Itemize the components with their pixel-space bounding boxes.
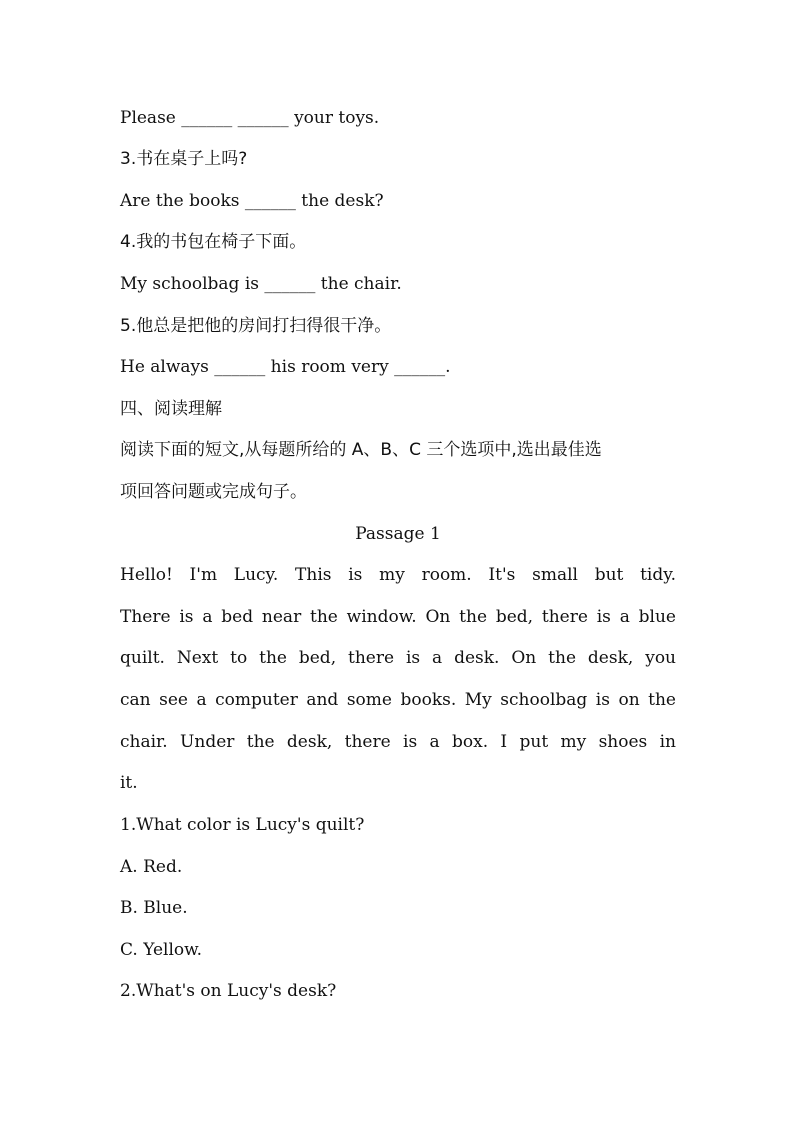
passage-line: quilt. Next to the bed, there is a desk. On the desk, you [120,648,676,668]
passage-line: it. [120,773,138,793]
question-1-option-b: B. Blue. [120,898,188,918]
question-2: 2.What's on Lucy's desk? [120,981,337,1001]
translation-prompt-3: 3.书在桌子上吗? [120,149,248,169]
section-instruction-line-2: 项回答问题或完成句子。 [120,482,307,502]
translation-prompt-5: 5.他总是把他的房间打扫得很干净。 [120,316,392,336]
passage-line: chair. Under the desk, there is a box. I put my shoes in [120,732,676,752]
fill-blank-sentence-3: Are the books ______ the desk? [120,191,384,211]
passage-line: There is a bed near the window. On the bed, there is a blue [120,607,676,627]
question-1-option-c: C. Yellow. [120,940,203,960]
fill-blank-sentence-5: He always ______ his room very ______. [120,357,451,377]
fill-blank-sentence: Please ______ ______ your toys. [120,108,380,128]
section-instruction-line-1: 阅读下面的短文,从每题所给的 A、B、C 三个选项中,选出最佳选 [120,440,602,460]
question-1: 1.What color is Lucy's quilt? [120,815,365,835]
translation-prompt-4: 4.我的书包在椅子下面。 [120,232,307,252]
fill-blank-sentence-4: My schoolbag is ______ the chair. [120,274,402,294]
passage-title: Passage 1 [355,524,441,544]
section-title: 四、阅读理解 [120,399,222,419]
passage-line: can see a computer and some books. My schoolbag is on the [120,690,676,710]
question-1-option-a: A. Red. [120,857,183,877]
passage-line: Hello! I'm Lucy. This is my room. It's small but tidy. [120,565,676,585]
